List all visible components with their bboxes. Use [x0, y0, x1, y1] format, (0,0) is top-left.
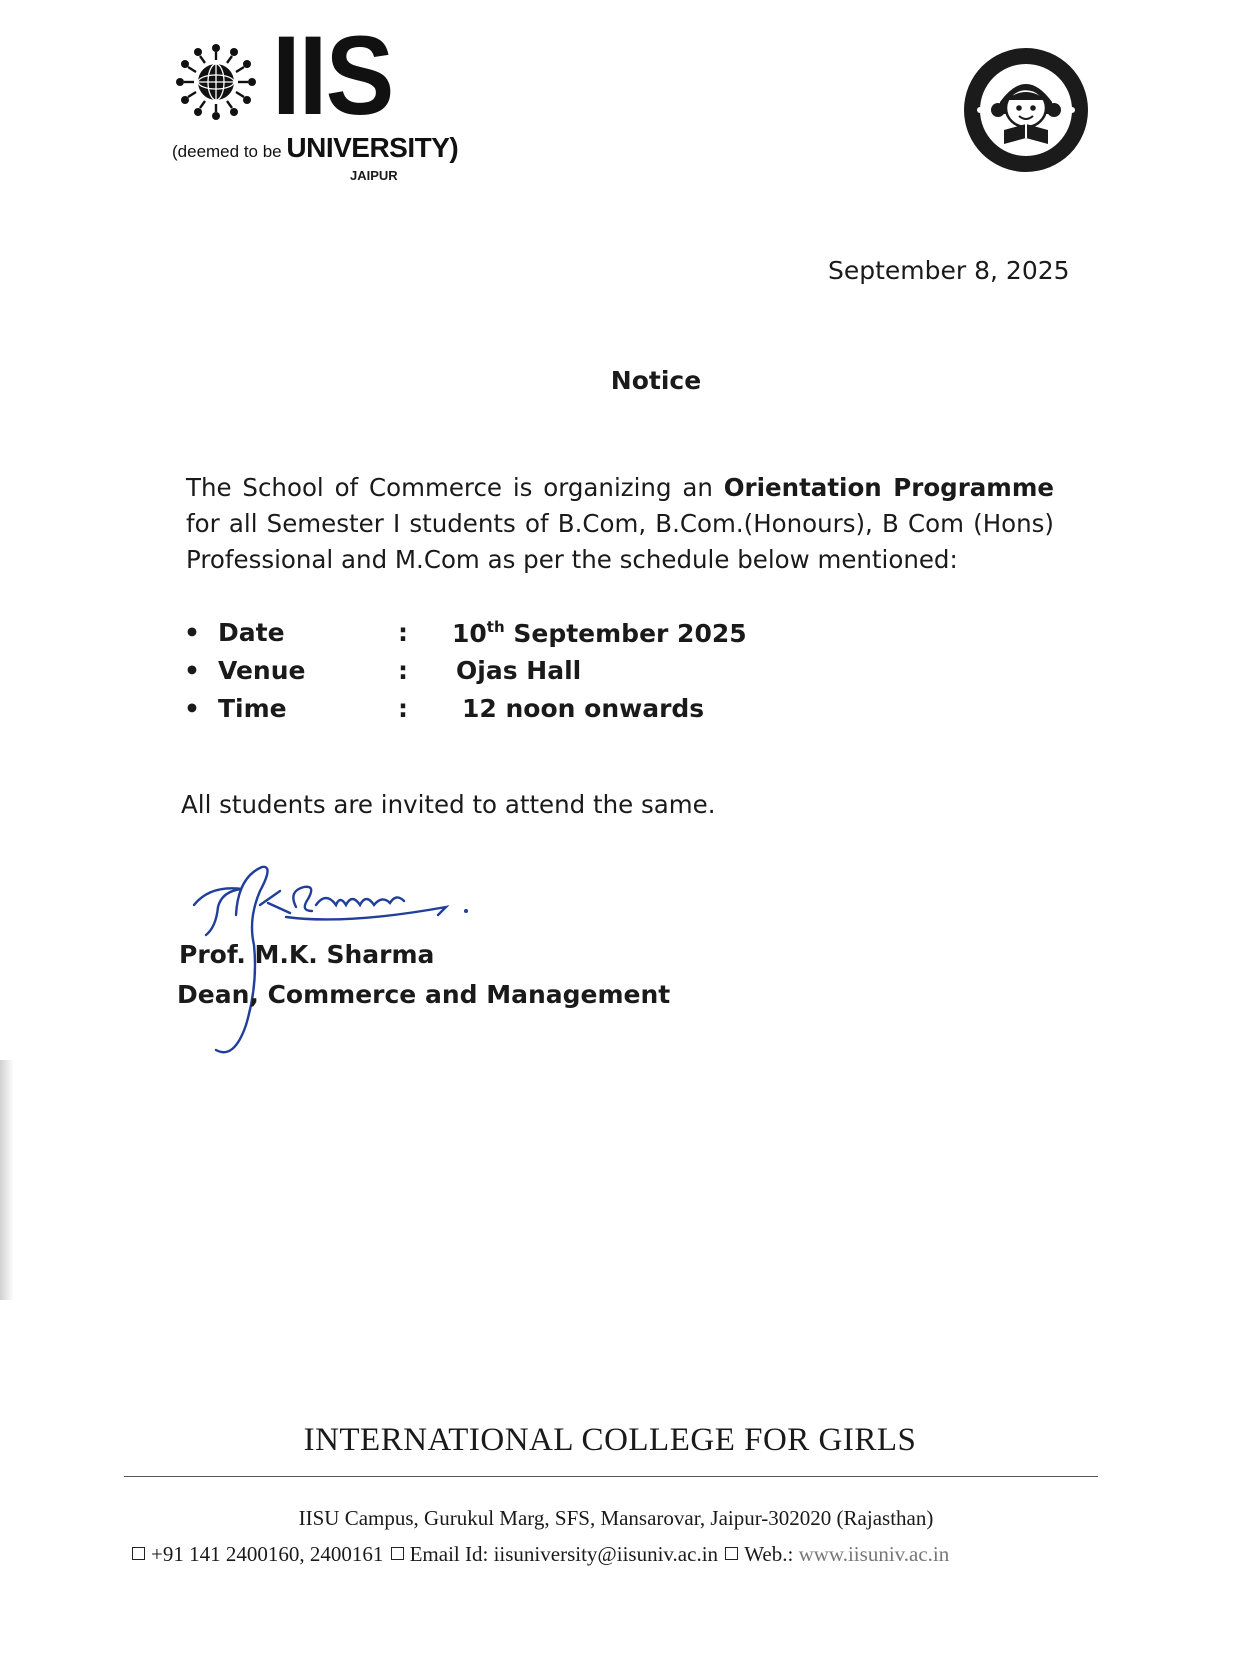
bullet-icon: •	[184, 694, 200, 723]
globe-emblem-icon	[172, 42, 260, 122]
footer-address: IISU Campus, Gurukul Marg, SFS, Mansarovar, Jaipur-302020 (Rajasthan)	[298, 1506, 934, 1530]
schedule-label: Date	[218, 618, 285, 647]
logo-wordmark: IIS	[272, 13, 393, 138]
schedule-value	[452, 618, 747, 648]
schedule-colon: :	[398, 656, 408, 685]
logo-deemed-text: (deemed to be	[172, 142, 282, 161]
closing-line: All students are invited to attend the same.	[181, 790, 716, 819]
notice-date: September 8, 2025	[828, 256, 1070, 285]
footer-phone: +91 141 2400160, 2400161	[151, 1542, 384, 1566]
footer-contact	[130, 1542, 949, 1567]
schedule-value: 12 noon onwards	[462, 694, 705, 723]
web-icon	[725, 1547, 738, 1560]
notice-title: Notice	[610, 366, 702, 395]
schedule-colon: :	[398, 618, 408, 647]
signatory-designation: Dean, Commerce and Management	[177, 980, 671, 1009]
signatory-name: Prof. M.K. Sharma	[179, 940, 435, 969]
schedule-value: Ojas Hall	[456, 656, 582, 685]
schedule-colon: :	[398, 694, 408, 723]
college-name: INTERNATIONAL COLLEGE FOR GIRLS	[303, 1422, 917, 1458]
girl-reading-seal-icon	[960, 44, 1092, 176]
logo-university-text: UNIVERSITY)	[286, 132, 459, 163]
schedule-label: Venue	[218, 656, 306, 685]
schedule-label: Time	[218, 694, 287, 723]
scan-shadow	[0, 1060, 14, 1300]
footer-web-label: Web.:	[744, 1542, 794, 1566]
intro-text-end: for all Semester I students of B.Com, B.Com.(Honours), B Com (Hons) Professional and M.Com as per the schedule below mentioned:	[186, 509, 1054, 574]
bullet-icon: •	[184, 656, 200, 685]
footer-divider	[124, 1476, 1098, 1477]
logo-tagline	[172, 132, 458, 164]
footer-email[interactable]: iisuniversity@iisuniv.ac.in	[493, 1542, 719, 1566]
phone-icon	[132, 1547, 145, 1560]
email-icon	[391, 1547, 404, 1560]
notice-body	[186, 470, 1054, 578]
bullet-icon: •	[184, 618, 200, 647]
intro-text-start: The School of Commerce is organizing an	[186, 473, 724, 502]
date-month-year: September 2025	[504, 619, 747, 648]
programme-name: Orientation Programme	[723, 473, 1054, 502]
footer-web[interactable]: www.iisuniv.ac.in	[798, 1542, 950, 1566]
logo-city: JAIPUR	[350, 168, 398, 183]
date-day: 10	[452, 619, 487, 648]
date-ordinal: th	[486, 618, 505, 636]
iis-university-logo	[172, 13, 459, 184]
footer-email-label: Email Id:	[409, 1542, 489, 1566]
